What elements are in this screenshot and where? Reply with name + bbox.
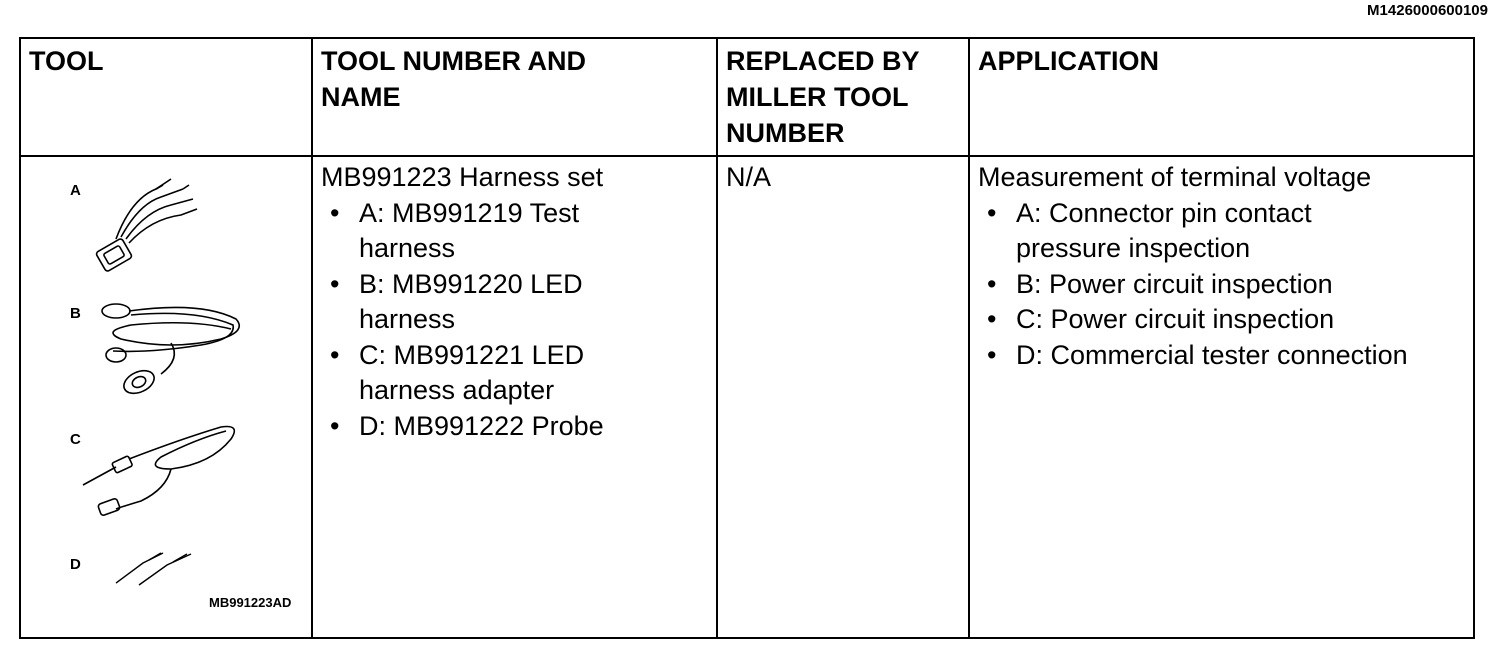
test-harness-drawing [96, 179, 197, 272]
item-line: pressure inspection [1016, 233, 1251, 263]
harness-set-drawing [21, 39, 311, 639]
application-title: Measurement of terminal voltage [978, 162, 1372, 192]
list-item [978, 196, 1408, 267]
figure-label-b: B [70, 305, 81, 322]
figure-label-a: A [70, 182, 81, 199]
item-line: • C: MB991221 LED [359, 339, 585, 370]
tool-number-cell [321, 160, 604, 444]
application-cell [978, 160, 1408, 373]
document-id: M1426000600109 [1367, 2, 1488, 19]
item-line: • D: Commercial tester connection [1016, 339, 1408, 370]
header-line: REPLACED BY [726, 46, 920, 76]
header-application: APPLICATION [978, 46, 1159, 76]
list-item [978, 338, 1408, 374]
column-divider [716, 39, 718, 637]
item-line: • B: MB991220 LED [359, 268, 583, 299]
list-item [321, 338, 604, 409]
list-item [321, 196, 604, 267]
figure-label-c: C [70, 431, 81, 448]
item-line: harness [359, 233, 456, 263]
item-line: harness adapter [359, 375, 555, 405]
item-line: • B: Power circuit inspection [1016, 268, 1333, 299]
figure-label-d: D [70, 556, 81, 573]
list-item [321, 409, 604, 445]
item-line: • A: Connector pin contact [1016, 197, 1312, 228]
column-divider [968, 39, 970, 637]
application-list [978, 196, 1408, 374]
tool-set-name: MB991223 Harness set [321, 162, 604, 192]
list-item [978, 267, 1408, 303]
replaced-by-value: N/A [726, 162, 772, 192]
header-replaced-by [726, 43, 920, 151]
tool-component-list [321, 196, 604, 445]
figure-code: MB991223AD [209, 595, 292, 610]
item-line: • A: MB991219 Test [359, 197, 580, 228]
header-tool: TOOL [29, 46, 104, 76]
list-item [321, 267, 604, 338]
item-line: harness [359, 304, 456, 334]
led-harness-drawing [102, 304, 239, 398]
header-line: NUMBER [726, 118, 845, 148]
header-line: NAME [321, 82, 401, 112]
header-line: MILLER TOOL [726, 82, 909, 112]
item-line: • C: Power circuit inspection [1016, 304, 1335, 334]
list-item [978, 302, 1408, 338]
item-line: • D: MB991222 Probe [359, 410, 604, 441]
header-tool-number [321, 43, 586, 115]
column-divider [311, 39, 313, 637]
harness-adapter-drawing [83, 427, 234, 517]
special-tool-table [19, 37, 1475, 639]
header-line: TOOL NUMBER AND [321, 46, 587, 76]
probe-drawing [116, 553, 191, 585]
